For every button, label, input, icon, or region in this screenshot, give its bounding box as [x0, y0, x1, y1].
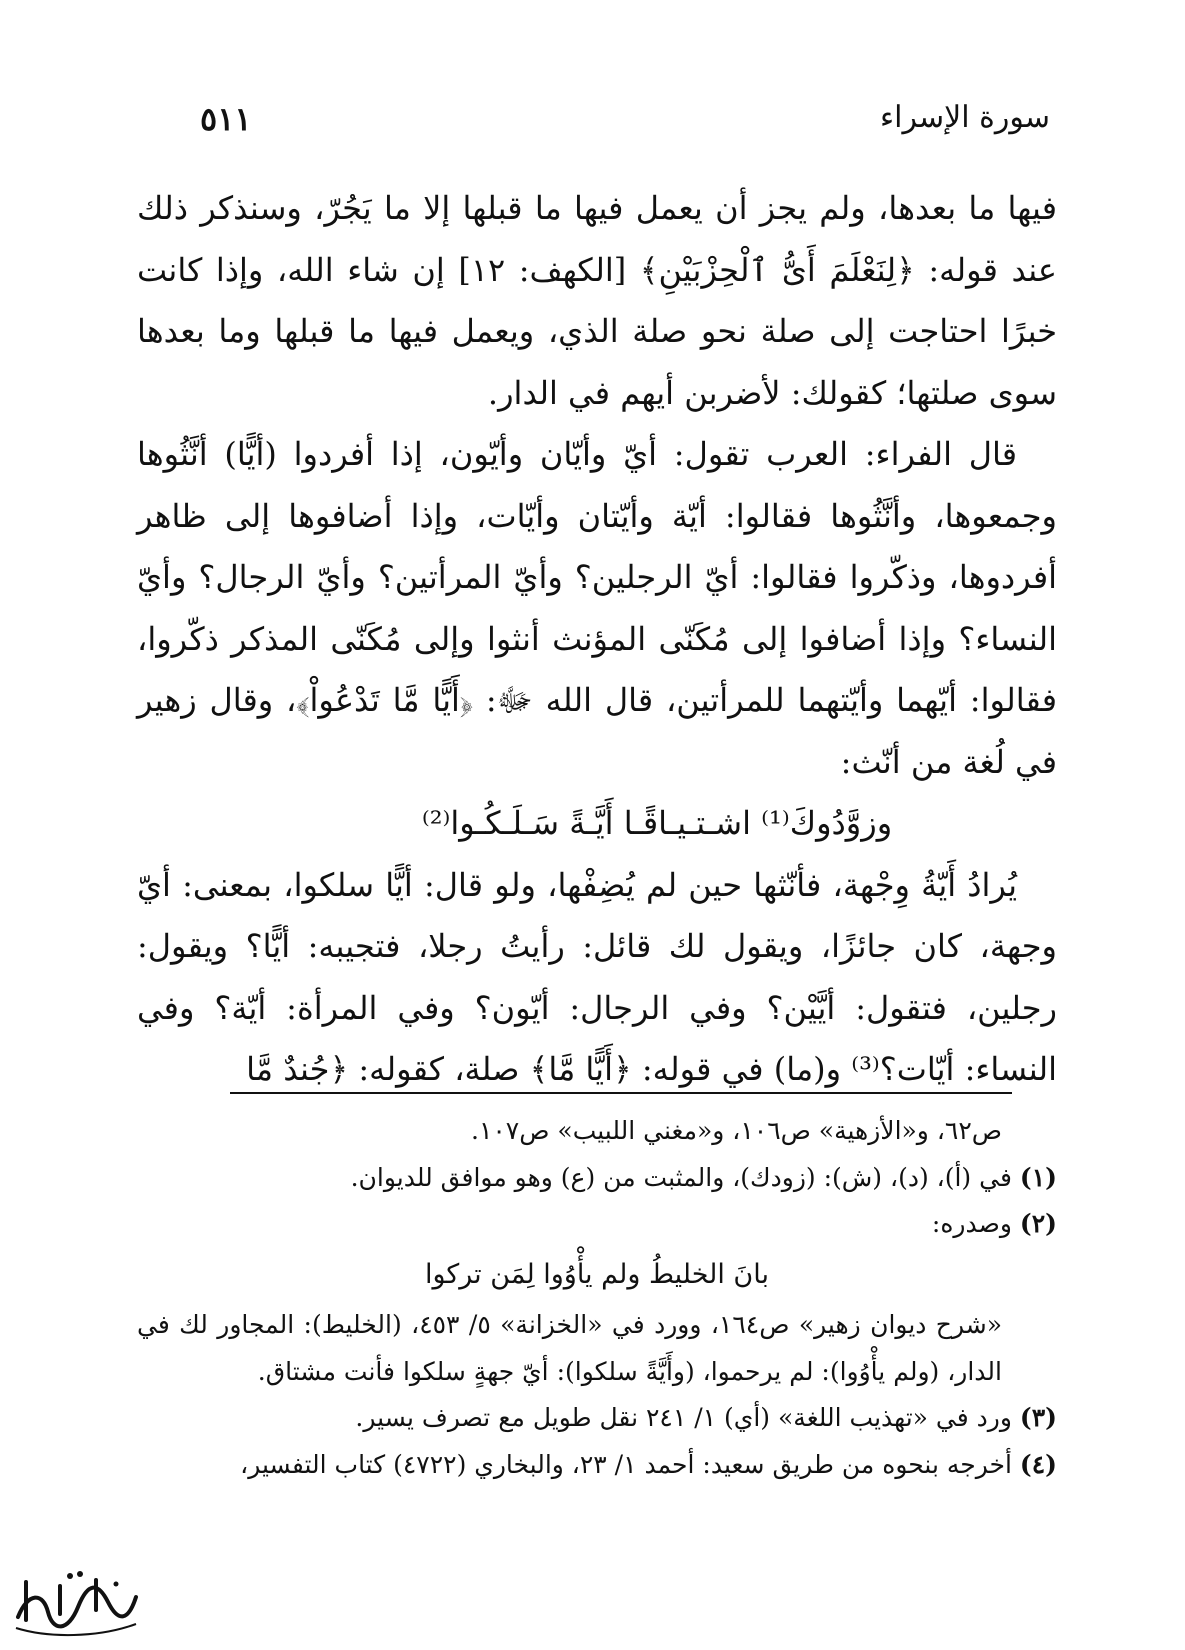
footnote-4-marker: (٤) — [1019, 1449, 1057, 1479]
footnote-3 — [137, 1395, 1057, 1442]
footnote-continuation: ص٦٢، و«الأزهية» ص١٠٦، و«مغني اللبيب» ص١٠٧. — [470, 1116, 1002, 1145]
footnote-4-text: أخرجه بنحوه من طريق سعيد: أحمد ١/ ٢٣، والبخاري (٤٧٢٢) كتاب التفسير، — [240, 1449, 1012, 1479]
publisher-logo — [8, 1562, 143, 1640]
paragraph-3: يُرادُ أَيّةُ وِجْهة، فأنّثها حين لم يُضِفْها، ولو قال: أيًّا سلكوا، بمعنى: أيّ وجهة، كان جائزًا، ويقول لك قائل: رأيتُ رجلا، فتجيبه: أيًّا؟ ويقول: رجلين، فتقول: أيَّيْن؟ وفي الرجال: أيّون؟ وفي المرأة: أيّة؟ وفي النساء: أيّات؟⁽³⁾ و(ما) في قوله: ﴿أَيًّا مَّا﴾ صلة، كقوله: ﴿جُندٌ مَّا — [137, 865, 1058, 1088]
paragraph-2: قال الفراء: العرب تقول: أيّ وأيّان وأيّون، إذا أفردوا (أيًّا) أنَّثُوها وجمعوها، وأنَّثُوها فقالوا: أيّة وأيّتان وأيّات، وإذا أضافوها إلى ظاهر أفردوها، وذكّروا فقالوا: أيّ الرجلين؟ وأيّ المرأتين؟ وأيّ الرجال؟ وأيّ النساء؟ وإذا أضافوا إلى مُكَنّى المؤنث أنثوا وإلى مُكَنّى المذكر ذكّروا، فقالوا: أيّهما وأيّتهما للمرأتين، قال الله ﷻ: ﴿أَيًّا مَّا تَدْعُواْ﴾، وقال زهير في لُغة من أنّث: — [137, 435, 1058, 781]
page-number: ٥١١ — [200, 100, 252, 138]
footnote-2-marker: (٢) — [1019, 1209, 1057, 1238]
footnote-3-text: ورد في «تهذيب اللغة» (أي) ١/ ٢٤١ نقل طويل مع تصرف يسير. — [355, 1403, 1012, 1432]
poetry-verse: وزوَّدُوكَ⁽¹⁾ اشـتـيـاقًـا أَيَّـةً سَـلَـكُـوا⁽²⁾ — [421, 804, 893, 842]
footnote-1-text: في (أ)، (د)، (ش): (زودك)، والمثبت من (ع) وهو موافق للديوان. — [350, 1162, 1012, 1192]
footnote-2-verse: بانَ الخليطُ ولم يأْوُوا لِمَن تركوا — [424, 1258, 769, 1290]
surah-title: سورة الإسراء — [880, 100, 1050, 135]
page-header — [200, 100, 1050, 150]
main-text — [137, 178, 1057, 1101]
footnotes — [137, 1108, 1057, 1488]
footnote-2-continuation: «شرح ديوان زهير» ص١٦٤، وورد في «الخزانة» ٥/ ٤٥٣، (الخليط): المجاور لك في الدار، (ولم يأْوُوا): لم يرحموا، (وأَيَّةً سلكوا): أيّ جهةٍ سلكوا فأنت مشتاق. — [137, 1310, 1002, 1386]
paragraph-1: فيها ما بعدها، ولم يجز أن يعمل فيها ما قبلها إلا ما يَجُرّ، وسنذكر ذلك عند قوله: ﴿لِنَعْلَمَ أَىُّ ٱلْحِزْبَيْنِ﴾ [الكهف: ١٢] إن شاء الله، وإذا كانت خبرًا احتاجت إلى صلة نحو صلة الذي، ويعمل فيها ما قبلها وما بعدها سوى صلتها؛ كقولك: لأضربن أيهم في الدار. — [137, 189, 1058, 412]
footnote-4 — [137, 1442, 1057, 1489]
calligraphy-logo-icon — [8, 1562, 143, 1640]
footnote-2 — [137, 1201, 1057, 1248]
footnote-3-marker: (٣) — [1019, 1403, 1057, 1432]
footnote-separator — [230, 1092, 1012, 1094]
footnote-2-text: وصدره: — [931, 1209, 1012, 1238]
footnote-1 — [137, 1155, 1057, 1202]
footnote-1-marker: (١) — [1019, 1162, 1057, 1192]
